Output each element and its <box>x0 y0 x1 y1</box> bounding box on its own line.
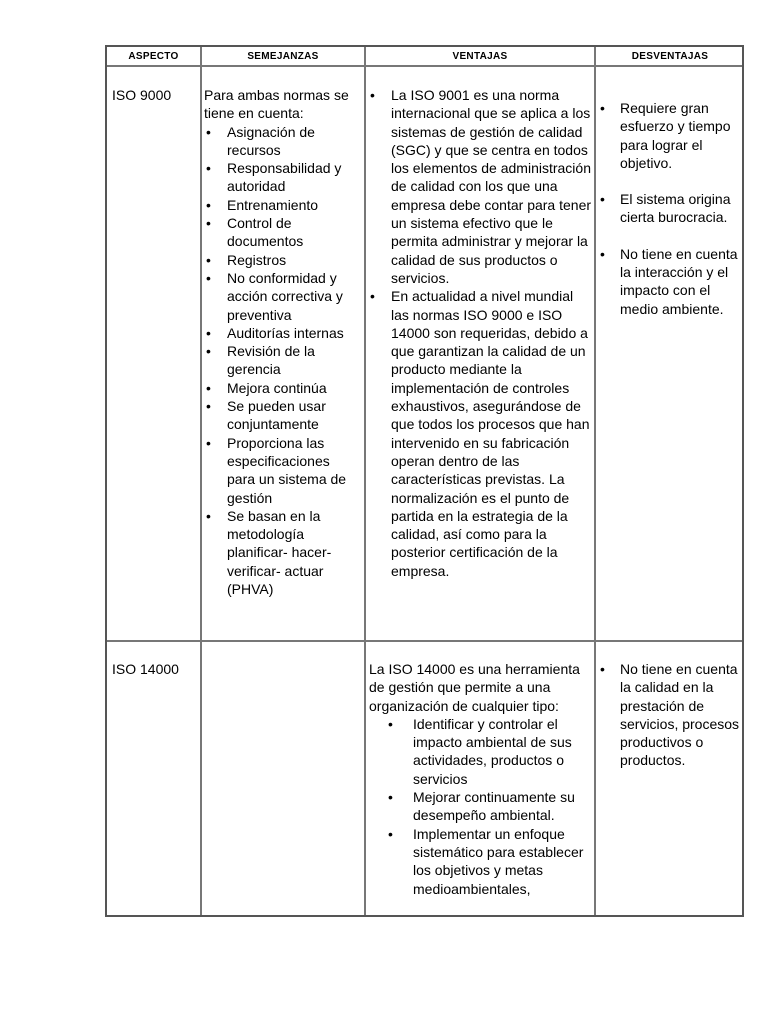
list-item: • No conformidad y acción correctiva y preventiva <box>204 269 360 324</box>
row1-desventajas <box>596 99 744 336</box>
header-desventajas: DESVENTAJAS <box>631 51 709 62</box>
ventajas-intro: La ISO 14000 es una herramienta de gestión que permite a una organización de cualquier tipo: <box>369 661 580 714</box>
list-item: • Proporciona las especificaciones para un sistema de gestión <box>204 434 360 507</box>
row2-ventajas <box>369 660 592 898</box>
row1-semejanzas <box>204 86 360 598</box>
list-item: • Se pueden usar conjuntamente <box>204 397 360 434</box>
column-divider <box>200 47 202 915</box>
list-item: • La ISO 9001 es una norma internacional que se aplica a los sistemas de gestión de calidad (SGC) y que se centra en todos los elementos de administración de calidad con los que una empresa debe contar para tener un sistema efectivo que le permita administrar y mejorar la calidad de sus productos o servicios. <box>366 86 592 287</box>
row2-desventajas <box>596 660 744 770</box>
list-item: • Identificar y controlar el impacto ambiental de sus actividades, productos o servicios <box>369 715 592 788</box>
row1-aspecto: ISO 9000 <box>112 87 172 103</box>
semejanzas-intro: Para ambas normas se tiene en cuenta: <box>204 87 349 122</box>
desventajas-list <box>596 660 744 770</box>
list-item: • Se basan en la metodología planificar- hacer- verificar- actuar (PHVA) <box>204 507 360 598</box>
comparison-table <box>105 45 744 917</box>
list-item: • Auditorías internas <box>204 324 360 342</box>
list-item: • Entrenamiento <box>204 196 360 214</box>
row-divider <box>107 640 742 642</box>
header-semejanzas: SEMEJANZAS <box>247 51 319 62</box>
header-aspecto: ASPECTO <box>128 51 179 62</box>
ventajas-list <box>366 86 592 580</box>
list-item: • El sistema origina cierta burocracia. <box>596 190 744 227</box>
list-item: • Asignación de recursos <box>204 123 360 160</box>
list-item: • Mejora continúa <box>204 379 360 397</box>
row1-ventajas <box>366 86 592 580</box>
semejanzas-list <box>204 123 360 599</box>
list-item: • Implementar un enfoque sistemático para establecer los objetivos y metas medioambientales, <box>369 825 592 898</box>
list-item: • Registros <box>204 251 360 269</box>
list-item: • Requiere gran esfuerzo y tiempo para lograr el objetivo. <box>596 99 744 172</box>
desventajas-list <box>596 99 744 318</box>
list-item: • En actualidad a nivel mundial las normas ISO 9000 e ISO 14000 son requeridas, debido a que garantizan la calidad de un producto mediante la implementación de controles exhaustivos, asegurándose de que todos los procesos que han intervenido en su fabricación operan dentro de las características previstas. La normalización es el punto de partida en la estrategia de la calidad, así como para la posterior certificación de la empresa. <box>366 287 592 580</box>
list-item: • Revisión de la gerencia <box>204 342 360 379</box>
row2-aspecto: ISO 14000 <box>112 661 179 677</box>
list-item: • Mejorar continuamente su desempeño ambiental. <box>369 788 592 825</box>
list-item: • Control de documentos <box>204 214 360 251</box>
list-item: • No tiene en cuenta la calidad en la prestación de servicios, procesos productivos o productos. <box>596 660 744 770</box>
ventajas-list <box>369 715 592 898</box>
list-item: • Responsabilidad y autoridad <box>204 159 360 196</box>
list-item: • No tiene en cuenta la interacción y el impacto con el medio ambiente. <box>596 245 744 318</box>
header-ventajas: VENTAJAS <box>452 51 508 62</box>
